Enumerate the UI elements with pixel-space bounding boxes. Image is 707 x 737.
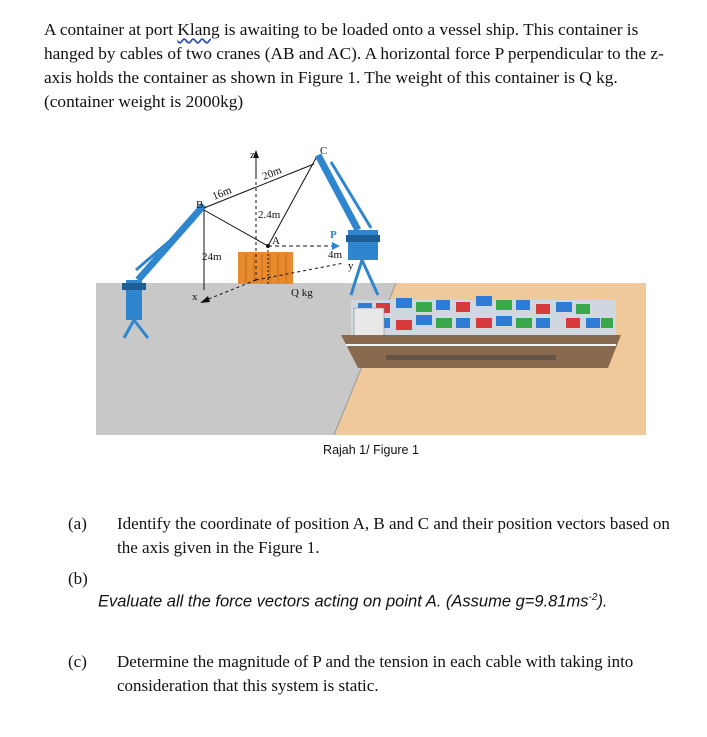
question-a-label: (a) — [68, 514, 87, 533]
question-a-text: Identify the coordinate of position A, B and C and their position vectors based on the axis given in the Figure 1. — [117, 514, 670, 557]
label-x: x — [192, 291, 198, 303]
question-b-text — [98, 592, 688, 612]
point-a — [266, 244, 270, 248]
label-20m: 20m — [260, 164, 284, 183]
question-c-text: Determine the magnitude of P and the tension in each cable with taking into consideration that this system is static. — [117, 652, 634, 695]
question-b-label: (b) — [68, 569, 88, 588]
label-c: C — [320, 145, 328, 157]
label-a: A — [272, 235, 280, 247]
label-q-kg: Q kg — [291, 287, 313, 299]
question-c-label: (c) — [68, 652, 87, 671]
label-24m: 24m — [202, 251, 222, 263]
label-2-4m: 2.4m — [258, 209, 281, 221]
figure-1 — [96, 140, 646, 435]
crane-right — [318, 155, 380, 295]
bc-dimension — [204, 164, 314, 208]
intro-klang: Klang — [177, 20, 220, 39]
label-16m: 16m — [210, 184, 234, 203]
problem-statement — [44, 18, 684, 114]
vessel-ship — [341, 296, 621, 368]
intro-text-1: A container at port — [44, 20, 178, 39]
label-4m: 4m — [328, 249, 343, 261]
label-z: z — [250, 149, 255, 161]
label-p: P — [330, 229, 337, 241]
question-b-sup: -2 — [588, 592, 598, 603]
intro-text-2: is awaiting to be loaded onto a vessel ship. This container is hanged by cables of two cranes (AB and AC). A horizontal force P perpendicular to the z-axis holds the container as shown in Figure 1. The weight of this container is Q kg. (container weight is 2000kg) — [44, 20, 664, 111]
question-b-main: Evaluate all the force vectors acting on point A. (Assume g=9.81ms — [98, 592, 589, 611]
container — [238, 252, 293, 284]
label-b: B — [196, 199, 204, 211]
figure-caption: Rajah 1/ Figure 1 — [323, 443, 419, 457]
question-b-end: ). — [597, 592, 608, 611]
label-y: y — [348, 260, 354, 272]
